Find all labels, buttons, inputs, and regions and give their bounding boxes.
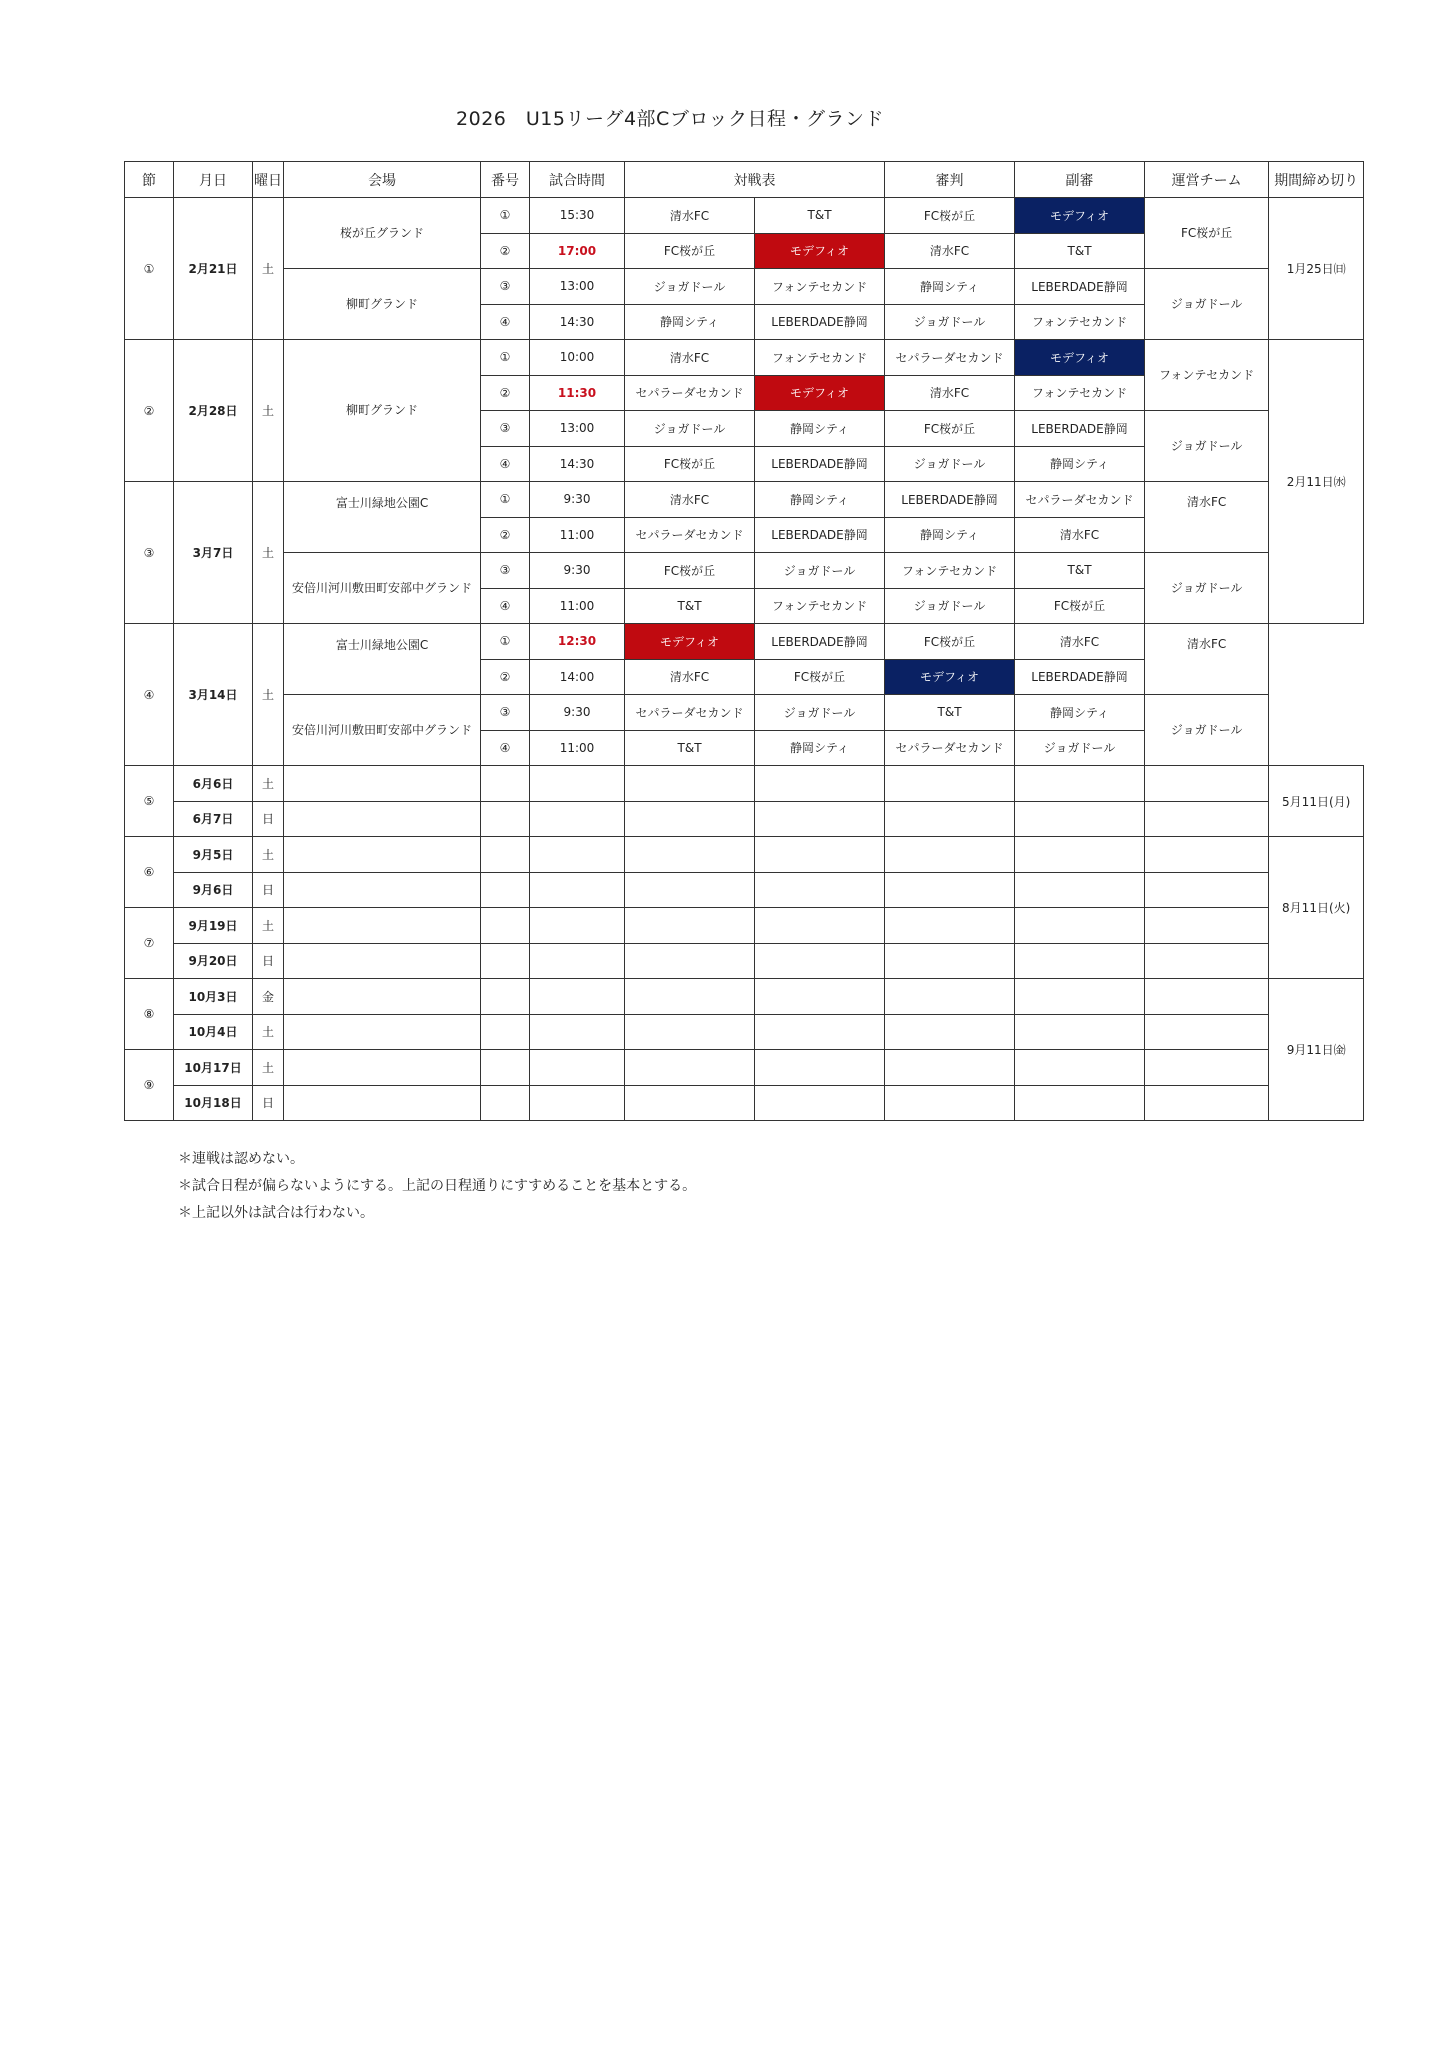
table-row — [125, 482, 1364, 518]
referee-team — [885, 979, 1015, 1015]
venue: 安倍川河川敷田町安部中グランド — [284, 553, 481, 624]
weekday: 土 — [253, 198, 284, 340]
venue — [284, 801, 481, 837]
match-number — [481, 872, 530, 908]
away-team: FC桜が丘 — [755, 659, 885, 695]
weekday: 日 — [253, 872, 284, 908]
away-team — [755, 1085, 885, 1121]
away-team: モデフィオ — [755, 375, 885, 411]
weekday: 土 — [253, 1014, 284, 1050]
away-team: フォンテセカンド — [755, 340, 885, 376]
note-line: ＊試合日程が偏らないようにする。上記の日程通りにすすめることを基本とする。 — [178, 1178, 697, 1194]
referee-team: モデフィオ — [885, 659, 1015, 695]
note-line: ＊上記以外は試合は行わない。 — [178, 1205, 374, 1221]
kickoff-time: 11:00 — [530, 730, 625, 766]
header-day: 曜日 — [253, 162, 284, 198]
match-number: ③ — [481, 553, 530, 589]
header-row — [125, 162, 1364, 198]
away-team: フォンテセカンド — [755, 588, 885, 624]
away-team: LEBERDADE静岡 — [755, 304, 885, 340]
assistant-team: ジョガドール — [1015, 730, 1145, 766]
match-number: ② — [481, 517, 530, 553]
venue — [284, 766, 481, 802]
assistant-team — [1015, 872, 1145, 908]
weekday: 土 — [253, 908, 284, 944]
operator-team — [1145, 908, 1269, 944]
kickoff-time: 9:30 — [530, 553, 625, 589]
table-row — [125, 624, 1364, 660]
kickoff-time — [530, 943, 625, 979]
assistant-team: T&T — [1015, 553, 1145, 589]
operator-team: ジョガドール — [1145, 411, 1269, 482]
referee-team: FC桜が丘 — [885, 624, 1015, 660]
home-team: FC桜が丘 — [625, 233, 755, 269]
table-row — [125, 1085, 1364, 1121]
match-number: ④ — [481, 588, 530, 624]
referee-team — [885, 801, 1015, 837]
page-title: 2026 U15リーグ4部Cブロック日程・グランド — [456, 108, 884, 130]
operator-team — [1145, 1014, 1269, 1050]
home-team — [625, 801, 755, 837]
kickoff-time — [530, 1014, 625, 1050]
away-team: LEBERDADE静岡 — [755, 624, 885, 660]
round-number: ③ — [125, 482, 174, 624]
referee-team — [885, 1014, 1015, 1050]
table-row — [125, 837, 1364, 873]
referee-team: セパラーダセカンド — [885, 340, 1015, 376]
referee-team: ジョガドール — [885, 304, 1015, 340]
assistant-team — [1015, 766, 1145, 802]
operator-team — [1145, 943, 1269, 979]
match-number: ② — [481, 233, 530, 269]
match-number — [481, 837, 530, 873]
referee-team — [885, 766, 1015, 802]
operator-team — [1145, 979, 1269, 1015]
match-date: 10月3日 — [174, 979, 253, 1015]
assistant-team — [1015, 979, 1145, 1015]
round-number: ④ — [125, 624, 174, 766]
weekday: 金 — [253, 979, 284, 1015]
deadline: 2月11日㈬ — [1269, 340, 1364, 624]
kickoff-time — [530, 766, 625, 802]
operator-team — [1145, 837, 1269, 873]
match-number: ② — [481, 375, 530, 411]
referee-team: 静岡シティ — [885, 269, 1015, 305]
assistant-team: モデフィオ — [1015, 198, 1145, 234]
assistant-team: モデフィオ — [1015, 340, 1145, 376]
away-team — [755, 979, 885, 1015]
kickoff-time — [530, 872, 625, 908]
home-team: T&T — [625, 730, 755, 766]
referee-team: セパラーダセカンド — [885, 730, 1015, 766]
round-number: ⑤ — [125, 766, 174, 837]
match-number: ④ — [481, 446, 530, 482]
weekday: 日 — [253, 1085, 284, 1121]
header-deadline: 期間締め切り — [1269, 162, 1364, 198]
match-date: 9月6日 — [174, 872, 253, 908]
home-team — [625, 872, 755, 908]
venue — [284, 979, 481, 1015]
table-row — [125, 979, 1364, 1015]
match-number: ① — [481, 482, 530, 518]
venue — [284, 943, 481, 979]
referee-team — [885, 908, 1015, 944]
home-team — [625, 908, 755, 944]
away-team: 静岡シティ — [755, 482, 885, 518]
home-team: セパラーダセカンド — [625, 375, 755, 411]
away-team: 静岡シティ — [755, 730, 885, 766]
kickoff-time: 13:00 — [530, 411, 625, 447]
match-number: ① — [481, 624, 530, 660]
operator-team: フォンテセカンド — [1145, 340, 1269, 411]
venue — [284, 1014, 481, 1050]
assistant-team — [1015, 1085, 1145, 1121]
match-number — [481, 1014, 530, 1050]
kickoff-time — [530, 837, 625, 873]
header-operator: 運営チーム — [1145, 162, 1269, 198]
home-team: セパラーダセカンド — [625, 517, 755, 553]
assistant-team: FC桜が丘 — [1015, 588, 1145, 624]
match-number: ④ — [481, 304, 530, 340]
header-venue: 会場 — [284, 162, 481, 198]
assistant-team: 清水FC — [1015, 624, 1145, 660]
weekday: 土 — [253, 837, 284, 873]
home-team: ジョガドール — [625, 411, 755, 447]
weekday: 日 — [253, 801, 284, 837]
header-date: 月日 — [174, 162, 253, 198]
match-number: ① — [481, 198, 530, 234]
referee-team: FC桜が丘 — [885, 198, 1015, 234]
operator-team: 清水FC — [1145, 482, 1269, 553]
table-row — [125, 943, 1364, 979]
referee-team: T&T — [885, 695, 1015, 731]
home-team — [625, 979, 755, 1015]
match-number: ① — [481, 340, 530, 376]
table-row — [125, 553, 1364, 589]
assistant-team — [1015, 943, 1145, 979]
match-number — [481, 943, 530, 979]
away-team: LEBERDADE静岡 — [755, 446, 885, 482]
home-team: 清水FC — [625, 482, 755, 518]
home-team: T&T — [625, 588, 755, 624]
home-team: ジョガドール — [625, 269, 755, 305]
referee-team — [885, 943, 1015, 979]
kickoff-time: 11:00 — [530, 517, 625, 553]
kickoff-time: 9:30 — [530, 695, 625, 731]
referee-team — [885, 872, 1015, 908]
operator-team — [1145, 1085, 1269, 1121]
assistant-team — [1015, 1014, 1145, 1050]
kickoff-time: 12:30 — [530, 624, 625, 660]
referee-team — [885, 1050, 1015, 1086]
assistant-team: 静岡シティ — [1015, 695, 1145, 731]
assistant-team: セパラーダセカンド — [1015, 482, 1145, 518]
kickoff-time: 9:30 — [530, 482, 625, 518]
match-number — [481, 908, 530, 944]
match-date: 9月5日 — [174, 837, 253, 873]
referee-team: ジョガドール — [885, 588, 1015, 624]
weekday: 土 — [253, 482, 284, 624]
venue — [284, 837, 481, 873]
round-number: ① — [125, 198, 174, 340]
header-kickoff: 試合時間 — [530, 162, 625, 198]
round-number: ⑦ — [125, 908, 174, 979]
match-number: ③ — [481, 269, 530, 305]
match-date: 9月20日 — [174, 943, 253, 979]
venue: 富士川緑地公園C — [284, 482, 481, 553]
home-team — [625, 837, 755, 873]
assistant-team: 清水FC — [1015, 517, 1145, 553]
match-date: 10月4日 — [174, 1014, 253, 1050]
home-team — [625, 1050, 755, 1086]
match-number: ② — [481, 659, 530, 695]
away-team — [755, 908, 885, 944]
table-row — [125, 269, 1364, 305]
assistant-team: LEBERDADE静岡 — [1015, 269, 1145, 305]
away-team: T&T — [755, 198, 885, 234]
match-number: ③ — [481, 411, 530, 447]
match-number: ④ — [481, 730, 530, 766]
deadline: 9月11日㈮ — [1269, 979, 1364, 1121]
weekday: 土 — [253, 340, 284, 482]
kickoff-time — [530, 908, 625, 944]
away-team: フォンテセカンド — [755, 269, 885, 305]
away-team: ジョガドール — [755, 553, 885, 589]
away-team — [755, 1050, 885, 1086]
referee-team: ジョガドール — [885, 446, 1015, 482]
referee-team: 静岡シティ — [885, 517, 1015, 553]
assistant-team: T&T — [1015, 233, 1145, 269]
away-team: 静岡シティ — [755, 411, 885, 447]
kickoff-time — [530, 801, 625, 837]
kickoff-time: 14:00 — [530, 659, 625, 695]
assistant-team: フォンテセカンド — [1015, 375, 1145, 411]
kickoff-time: 14:30 — [530, 446, 625, 482]
match-date: 3月7日 — [174, 482, 253, 624]
venue — [284, 908, 481, 944]
table-row — [125, 340, 1364, 376]
referee-team: FC桜が丘 — [885, 411, 1015, 447]
assistant-team — [1015, 801, 1145, 837]
kickoff-time — [530, 979, 625, 1015]
assistant-team: フォンテセカンド — [1015, 304, 1145, 340]
table-row — [125, 872, 1364, 908]
header-matchup: 対戦表 — [625, 162, 885, 198]
away-team — [755, 943, 885, 979]
venue — [284, 1085, 481, 1121]
round-number: ⑨ — [125, 1050, 174, 1121]
match-date: 2月28日 — [174, 340, 253, 482]
table-row — [125, 908, 1364, 944]
venue — [284, 872, 481, 908]
table-row — [125, 766, 1364, 802]
operator-team: FC桜が丘 — [1145, 198, 1269, 269]
away-team: モデフィオ — [755, 233, 885, 269]
operator-team — [1145, 1050, 1269, 1086]
round-number: ⑧ — [125, 979, 174, 1050]
deadline: 8月11日(火) — [1269, 837, 1364, 979]
operator-team — [1145, 872, 1269, 908]
assistant-team: LEBERDADE静岡 — [1015, 659, 1145, 695]
kickoff-time — [530, 1050, 625, 1086]
assistant-team: 静岡シティ — [1015, 446, 1145, 482]
kickoff-time: 15:30 — [530, 198, 625, 234]
round-number: ② — [125, 340, 174, 482]
deadline: 5月11日(月) — [1269, 766, 1364, 837]
table-row — [125, 1050, 1364, 1086]
kickoff-time: 13:00 — [530, 269, 625, 305]
home-team: 清水FC — [625, 198, 755, 234]
referee-team: フォンテセカンド — [885, 553, 1015, 589]
operator-team: ジョガドール — [1145, 553, 1269, 624]
referee-team: 清水FC — [885, 233, 1015, 269]
match-number — [481, 1085, 530, 1121]
away-team — [755, 1014, 885, 1050]
kickoff-time: 14:30 — [530, 304, 625, 340]
schedule-table — [124, 161, 1364, 1121]
home-team: FC桜が丘 — [625, 553, 755, 589]
weekday: 日 — [253, 943, 284, 979]
venue: 柳町グランド — [284, 340, 481, 482]
home-team — [625, 766, 755, 802]
home-team — [625, 943, 755, 979]
kickoff-time: 11:00 — [530, 588, 625, 624]
home-team: セパラーダセカンド — [625, 695, 755, 731]
referee-team: 清水FC — [885, 375, 1015, 411]
operator-team: ジョガドール — [1145, 269, 1269, 340]
weekday: 土 — [253, 1050, 284, 1086]
weekday: 土 — [253, 766, 284, 802]
match-date: 2月21日 — [174, 198, 253, 340]
match-number — [481, 1050, 530, 1086]
table-row — [125, 695, 1364, 731]
match-date: 3月14日 — [174, 624, 253, 766]
deadline: 1月25日㈰ — [1269, 198, 1364, 340]
venue: 安倍川河川敷田町安部中グランド — [284, 695, 481, 766]
referee-team — [885, 837, 1015, 873]
assistant-team — [1015, 908, 1145, 944]
match-date: 10月17日 — [174, 1050, 253, 1086]
round-number: ⑥ — [125, 837, 174, 908]
away-team — [755, 837, 885, 873]
header-match-no: 番号 — [481, 162, 530, 198]
kickoff-time: 10:00 — [530, 340, 625, 376]
venue: 桜が丘グランド — [284, 198, 481, 269]
match-number — [481, 979, 530, 1015]
table-row — [125, 1014, 1364, 1050]
away-team — [755, 801, 885, 837]
table-row — [125, 801, 1364, 837]
home-team: 清水FC — [625, 340, 755, 376]
table-row — [125, 198, 1364, 234]
referee-team: LEBERDADE静岡 — [885, 482, 1015, 518]
operator-team: 清水FC — [1145, 624, 1269, 695]
venue — [284, 1050, 481, 1086]
header-round: 節 — [125, 162, 174, 198]
home-team: FC桜が丘 — [625, 446, 755, 482]
home-team: 静岡シティ — [625, 304, 755, 340]
venue: 柳町グランド — [284, 269, 481, 340]
match-date: 10月18日 — [174, 1085, 253, 1121]
weekday: 土 — [253, 624, 284, 766]
home-team: モデフィオ — [625, 624, 755, 660]
match-number — [481, 766, 530, 802]
match-date: 6月6日 — [174, 766, 253, 802]
kickoff-time — [530, 1085, 625, 1121]
assistant-team — [1015, 1050, 1145, 1086]
operator-team: ジョガドール — [1145, 695, 1269, 766]
notes — [178, 1146, 696, 1227]
match-date: 9月19日 — [174, 908, 253, 944]
home-team: 清水FC — [625, 659, 755, 695]
referee-team — [885, 1085, 1015, 1121]
match-date: 6月7日 — [174, 801, 253, 837]
away-team: ジョガドール — [755, 695, 885, 731]
match-number: ③ — [481, 695, 530, 731]
home-team — [625, 1014, 755, 1050]
operator-team — [1145, 766, 1269, 802]
home-team — [625, 1085, 755, 1121]
match-number — [481, 801, 530, 837]
header-referee: 審判 — [885, 162, 1015, 198]
away-team — [755, 872, 885, 908]
assistant-team: LEBERDADE静岡 — [1015, 411, 1145, 447]
kickoff-time: 11:30 — [530, 375, 625, 411]
note-line: ＊連戦は認めない。 — [178, 1151, 304, 1167]
kickoff-time: 17:00 — [530, 233, 625, 269]
assistant-team — [1015, 837, 1145, 873]
operator-team — [1145, 801, 1269, 837]
venue: 富士川緑地公園C — [284, 624, 481, 695]
away-team — [755, 766, 885, 802]
away-team: LEBERDADE静岡 — [755, 517, 885, 553]
header-assistant: 副審 — [1015, 162, 1145, 198]
